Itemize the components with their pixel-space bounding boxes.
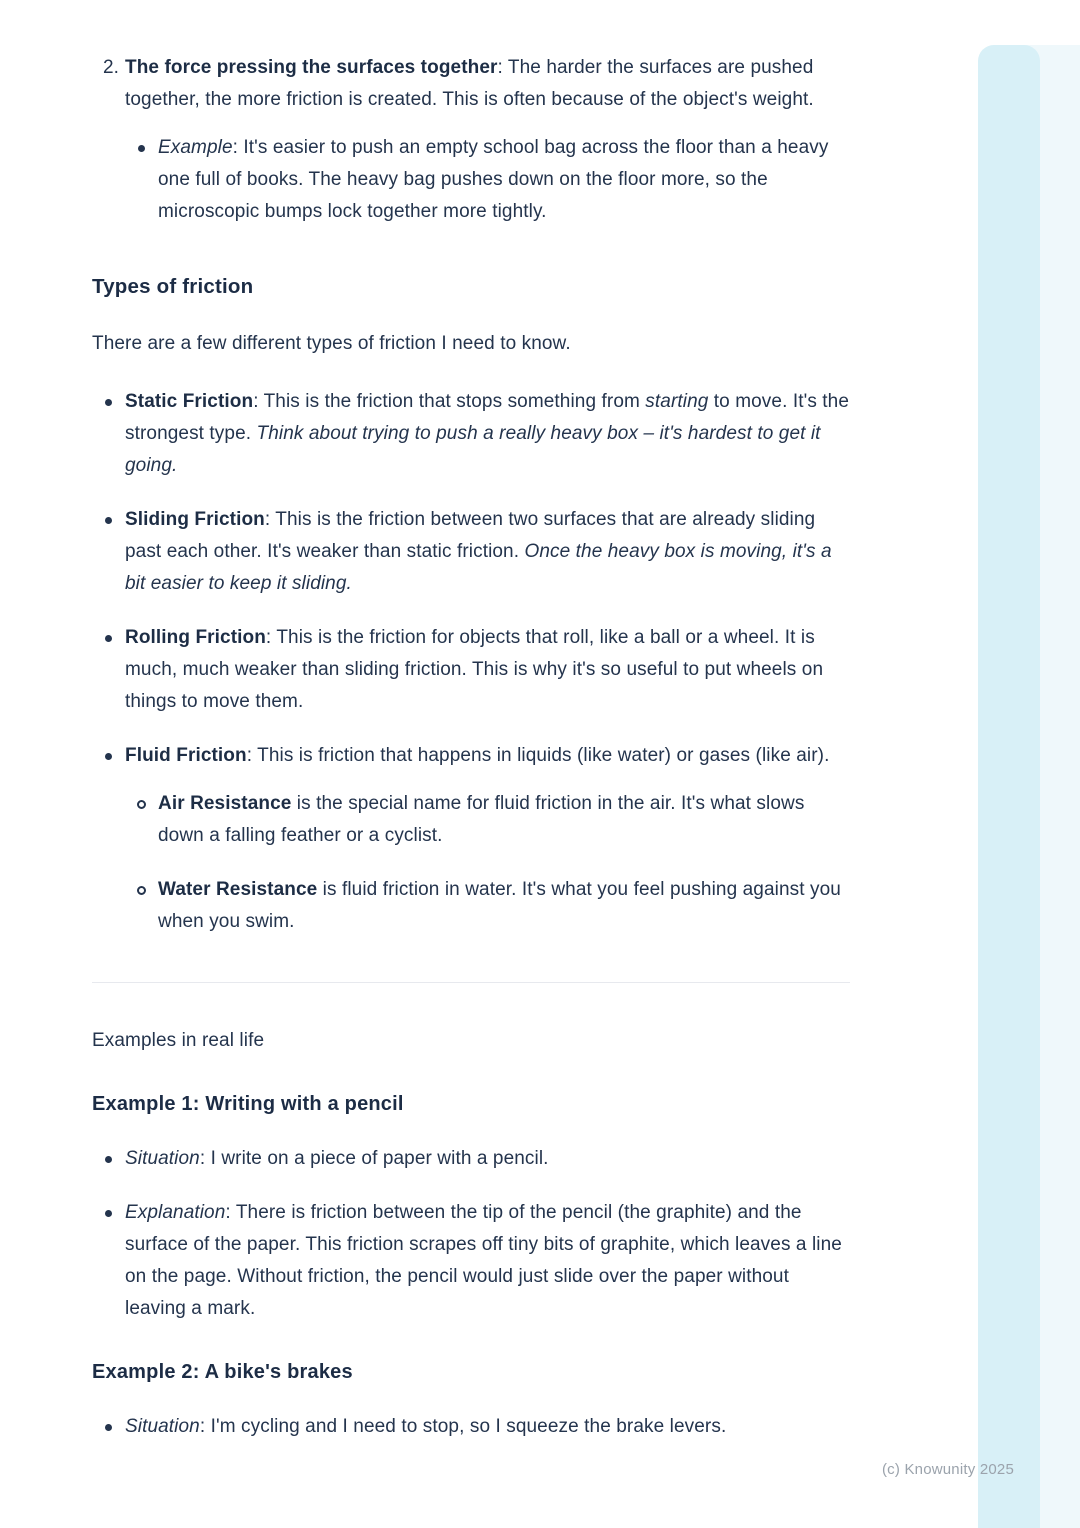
list-item-air-resistance (125, 788, 850, 852)
list-item-situation-2 (92, 1411, 850, 1443)
text-run: : This is the friction that stops something from (253, 391, 646, 412)
page-edge-stripe-inner (978, 45, 1040, 1528)
circle-bullet-icon (137, 886, 146, 895)
numbered-item-force (92, 52, 850, 228)
dot-bullet-icon (105, 1424, 112, 1431)
list-item-text (158, 132, 850, 228)
bullet-icon (92, 504, 125, 600)
list-number: 2. (103, 57, 120, 78)
dot-bullet-icon (138, 145, 145, 152)
friction-types-list (92, 386, 850, 938)
examples-title: Examples in real life (92, 1030, 265, 1051)
fluid-sublist (125, 788, 850, 938)
heading-example-1: Example 1: Writing with a pencil (92, 1093, 404, 1115)
list-item-water-resistance (125, 874, 850, 938)
text-run: : I write on a piece of paper with a pencil. (199, 1148, 549, 1169)
dot-bullet-icon (105, 753, 112, 760)
list-item-situation-1 (92, 1143, 850, 1175)
bullet-icon (92, 740, 125, 938)
italic-label: Situation (125, 1416, 200, 1437)
example-2-list (92, 1411, 850, 1443)
paragraph-force (125, 52, 850, 116)
italic-label: Situation (125, 1148, 200, 1169)
text-run: to move. It's the strongest type. (125, 391, 850, 444)
italic-run: starting (645, 391, 709, 412)
bullet-icon (92, 386, 125, 482)
document-content (92, 52, 850, 1443)
text-run: : It's easier to push an empty school bag across the floor than a heavy one full of books. The heavy bag pushes down on the floor more, so the microscopic bumps lock together more tightly. (158, 137, 829, 222)
dot-bullet-icon (105, 1156, 112, 1163)
list-item-text (125, 740, 850, 938)
types-intro-paragraph: There are a few different types of friction I need to know. (92, 333, 571, 354)
bullet-icon (92, 622, 125, 718)
bullet-icon (125, 132, 158, 228)
paragraph-fluid (125, 740, 850, 772)
list-item-sliding-friction (92, 504, 850, 600)
list-item-rolling-friction (92, 622, 850, 718)
text-run: : This is the friction for objects that roll, like a ball or a wheel. It is much, much weaker than sliding friction. This is why it's so useful to put wheels on things to move them. (125, 627, 824, 712)
heading-example-2: Example 2: A bike's brakes (92, 1361, 353, 1383)
dot-bullet-icon (105, 517, 112, 524)
list-item-explanation-1 (92, 1197, 850, 1325)
circle-bullet-icon (137, 800, 146, 809)
bullet-icon (125, 788, 158, 852)
list-item-static-friction (92, 386, 850, 482)
italic-run: Think about trying to push a really heavy box – it's hardest to get it going. (125, 423, 821, 476)
italic-label: Explanation (125, 1202, 226, 1223)
list-item-text (125, 386, 850, 482)
italic-label: Example (158, 137, 233, 158)
text-run: : There is friction between the tip of the pencil (the graphite) and the surface of the paper. This friction scrapes off tiny bits of graphite, which leaves a line on the page. Without friction, the pencil would just slide over the paper without leaving a mark. (125, 1202, 842, 1319)
list-item-example (125, 132, 850, 228)
term: Air Resistance (158, 793, 292, 814)
dot-bullet-icon (105, 1210, 112, 1217)
text-run: : This is the friction between two surfaces that are already sliding past each other. It's weaker than static friction. (125, 509, 816, 562)
section-divider (92, 982, 850, 983)
dot-bullet-icon (105, 399, 112, 406)
list-item-text (125, 1197, 850, 1325)
copyright-notice: (c) Knowunity 2025 (881, 1461, 1014, 1478)
bullet-icon (92, 1411, 125, 1443)
dot-bullet-icon (105, 635, 112, 642)
text-run: is fluid friction in water. It's what you feel pushing against you when you swim. (158, 879, 841, 932)
list-item-text (158, 874, 850, 938)
term: Fluid Friction (125, 745, 247, 766)
list-item-text (125, 1143, 850, 1175)
bullet-icon (92, 1197, 125, 1325)
text-run: is the special name for fluid friction in the air. It's what slows down a falling feather or a cyclist. (158, 793, 805, 846)
term: Sliding Friction (125, 509, 265, 530)
text-run: : The harder the surfaces are pushed together, the more friction is created. This is often because of the object's weight. (125, 57, 814, 110)
list-item-text (125, 1411, 850, 1443)
list-item-text (158, 788, 850, 852)
section-heading-types-of-friction: Types of friction (92, 275, 254, 298)
text-run: : This is friction that happens in liquids (like water) or gases (like air). (246, 745, 830, 766)
bullet-icon (125, 874, 158, 938)
example-1-list (92, 1143, 850, 1325)
italic-run: Once the heavy box is moving, it's a bit easier to keep it sliding. (125, 541, 832, 594)
example-sublist (125, 132, 850, 228)
text-run: : I'm cycling and I need to stop, so I squeeze the brake levers. (199, 1416, 727, 1437)
numbered-item-body (125, 52, 850, 228)
bullet-icon (92, 1143, 125, 1175)
list-item-fluid-friction (92, 740, 850, 938)
term: Water Resistance (158, 879, 318, 900)
term: The force pressing the surfaces together (125, 57, 498, 78)
term: Rolling Friction (125, 627, 266, 648)
list-item-text (125, 622, 850, 718)
list-item-text (125, 504, 850, 600)
term: Static Friction (125, 391, 254, 412)
